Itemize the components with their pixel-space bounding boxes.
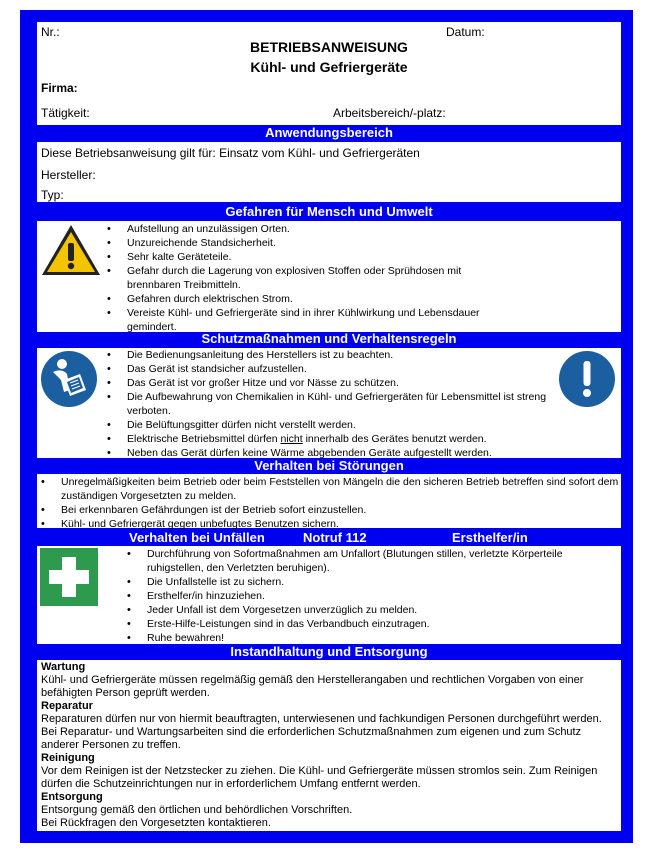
list-item: • Das Gerät ist standsicher aufzustellen. <box>107 362 552 376</box>
stoerungen-box <box>37 474 621 528</box>
reparatur-title: Reparatur <box>41 700 93 712</box>
list-item-elektrisch <box>107 432 552 446</box>
rueckfragen-note: Bei Rückfragen den Vorgesetzten kontaktieren. <box>41 817 271 829</box>
first-aid-cross-icon <box>40 548 98 606</box>
list-item: • Die Bedienungsanleitung des Herstellers ist zu beachten. <box>107 348 552 362</box>
elektrisch-underline: nicht <box>280 433 303 445</box>
list-item: • Jeder Unfall ist dem Vorgesetzen unverzüglich zu melden. <box>127 603 617 617</box>
reinigung-title: Reinigung <box>41 752 95 764</box>
unfaelle-heading-bar <box>37 530 621 546</box>
read-manual-icon <box>40 350 98 408</box>
nr-label: Nr.: <box>41 25 60 39</box>
list-item: • Gefahren durch elektrischen Strom. <box>107 292 507 306</box>
taetigkeit-label: Tätigkeit: <box>41 106 90 120</box>
list-item: • Kühl- und Gefriergerät gegen unbefugtes Benutzen sichern. <box>41 517 619 531</box>
anwendungsbereich-box <box>37 142 621 202</box>
schutz-box <box>37 348 621 458</box>
unfaelle-heading: Verhalten bei Unfällen <box>129 530 265 545</box>
gefahren-list <box>107 222 507 334</box>
wartung-text: Kühl- und Gefriergeräte müssen regelmäßig gemäß den Herstellerangaben und rechtlichen Vorgaben von einer befähigten Person geprüft werden. <box>41 674 584 699</box>
entsorgung-text: Entsorgung gemäß den örtlichen und behördlichen Vorschriften. <box>41 804 353 816</box>
typ-label: Typ: <box>41 188 64 202</box>
list-item: • Ruhe bewahren! <box>127 631 617 645</box>
schutz-heading: Schutzmaßnahmen und Verhaltensregeln <box>201 331 457 346</box>
notruf-label: Notruf 112 <box>303 530 367 545</box>
elektrisch-text-before: Elektrische Betriebsmittel dürfen <box>127 433 281 445</box>
entsorgung-title: Entsorgung <box>41 791 103 803</box>
list-item: • Die Belüftungsgitter dürfen nicht verstellt werden. <box>107 418 552 432</box>
list-item: • Bei erkennbaren Gefährdungen ist der Betrieb sofort einzustellen. <box>41 503 619 517</box>
hersteller-label: Hersteller: <box>41 168 96 182</box>
list-item: • Unzureichende Standsicherheit. <box>107 236 507 250</box>
instandhaltung-box <box>37 660 621 831</box>
list-item: • Erste-Hilfe-Leistungen sind in das Verbandbuch einzutragen. <box>127 617 617 631</box>
header-box <box>37 22 621 125</box>
page-subtitle: Kühl- und Gefriergeräte <box>250 59 408 75</box>
list-item: • Das Gerät ist vor großer Hitze und vor Nässe zu schützen. <box>107 376 552 390</box>
page-title: BETRIEBSANWEISUNG <box>250 39 408 55</box>
mandatory-exclamation-icon <box>558 350 616 408</box>
datum-label: Datum: <box>446 25 485 39</box>
wartung-title: Wartung <box>41 661 86 673</box>
list-item: • Ersthelfer/in hinzuziehen. <box>127 589 617 603</box>
firma-label: Firma: <box>41 81 78 95</box>
list-item: • Durchführung von Sofortmaßnahmen am Unfallort (Blutungen stillen, verletzte Körperteile ruhigstellen, den Verletzten beruhigen). <box>127 547 617 575</box>
instandhaltung-heading: Instandhaltung und Entsorgung <box>230 644 428 659</box>
reinigung-text: Vor dem Reinigen ist der Netzstecker zu ziehen. Die Kühl- und Gefriergeräte müssen stromlos sein. Zum Reinigen dürfen die Schutzeinrichtungen nur in erforderlichem Umfang entfernt werden. <box>41 765 598 790</box>
ersthelfer-label: Ersthelfer/in <box>452 530 528 545</box>
reparatur-text: Reparaturen dürfen nur von hiermit beauftragten, unterwiesenen und fachkundigen Personen durchgeführt werden. Bei Reparatur- und Wartungsarbeiten sind die erforderlichen Schutzmaßnahmen zum eigenen und zum Schutz anderer Personen zu treffen. <box>41 713 602 751</box>
unfaelle-list <box>127 547 617 645</box>
gilt-fuer-text: Diese Betriebsanweisung gilt für: Einsatz vom Kühl- und Gefriergeräten <box>41 146 420 160</box>
list-item: • Vereiste Kühl- und Gefriergeräte sind in ihrer Kühlwirkung und Lebensdauer gemindert. <box>107 306 507 334</box>
gefahren-box <box>37 221 621 332</box>
warning-triangle-icon <box>40 223 102 277</box>
arbeitsbereich-label: Arbeitsbereich/-platz: <box>333 106 446 120</box>
stoerungen-list <box>41 475 619 531</box>
list-item: • Die Aufbewahrung von Chemikalien in Kühl- und Gefriergeräten für Lebensmittel ist streng verboten. <box>107 390 552 418</box>
list-item: • Die Unfallstelle ist zu sichern. <box>127 575 617 589</box>
unfaelle-box <box>37 546 621 644</box>
schutz-list <box>107 348 552 460</box>
elektrisch-text-after: innerhalb des Gerätes benutzt werden. <box>302 433 487 445</box>
instandhaltung-content <box>41 661 617 830</box>
list-item: • Unregelmäßigkeiten beim Betrieb oder beim Feststellen von Mängeln die den sicheren Betrieb betreffen sind sofort dem zuständigen Vorgesetzten zu melden. <box>41 475 619 503</box>
list-item: • Sehr kalte Geräteteile. <box>107 250 507 264</box>
stoerungen-heading: Verhalten bei Störungen <box>254 458 404 473</box>
anwendungsbereich-heading: Anwendungsbereich <box>265 125 393 140</box>
list-item: • Gefahr durch die Lagerung von explosiven Stoffen oder Sprühdosen mit brennbaren Treibmitteln. <box>107 264 507 292</box>
list-item: • Neben das Gerät dürfen keine Wärme abgebenden Geräte aufgestellt werden. <box>107 446 552 460</box>
gefahren-heading: Gefahren für Mensch und Umwelt <box>225 204 433 219</box>
list-item: • Aufstellung an unzulässigen Orten. <box>107 222 507 236</box>
